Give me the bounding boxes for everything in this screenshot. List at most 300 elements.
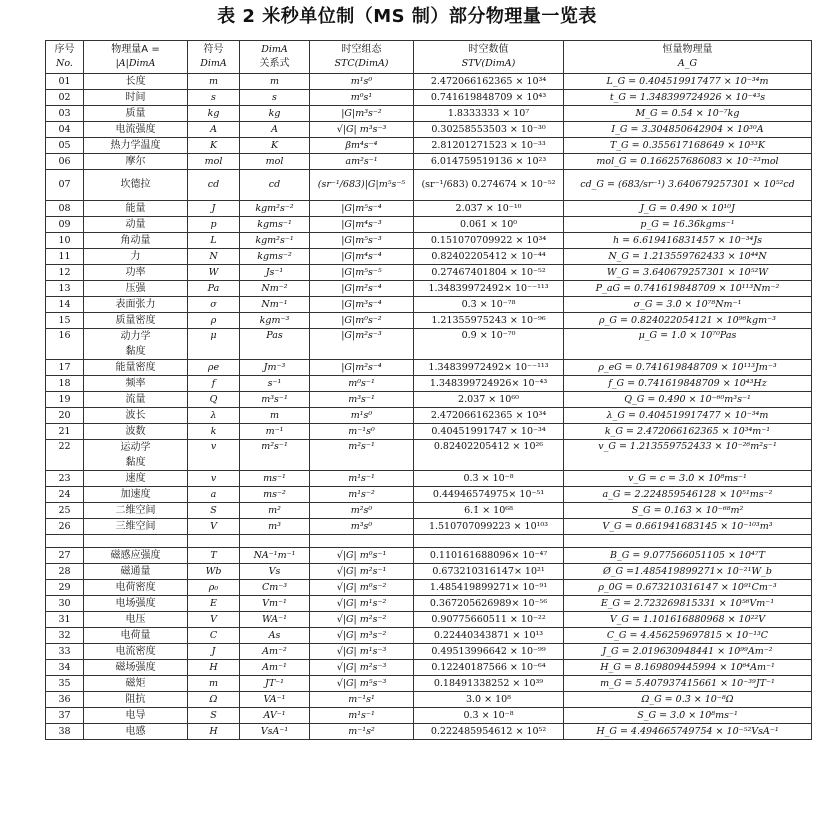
cell-dim: ms⁻¹: [240, 471, 310, 487]
cell-name: 速度: [84, 471, 188, 487]
cell-dim: K: [240, 138, 310, 154]
table-container: [45, 40, 811, 740]
table-row: [46, 297, 812, 313]
cell-stc: m¹s⁰: [310, 74, 414, 90]
cell-symbol: μ: [188, 329, 240, 360]
cell-dim: kgms⁻¹: [240, 217, 310, 233]
cell-symbol: p: [188, 217, 240, 233]
cell-constant: T_G = 0.355617168649 × 10³³K: [564, 138, 812, 154]
cell-stv: 1.34839972492× 10⁻⁻¹¹³: [414, 281, 564, 297]
cell-stv: 2.037̇ × 10⁻¹⁰: [414, 201, 564, 217]
cell-stv: 1.34839972492× 10⁻⁻¹¹³: [414, 360, 564, 376]
cell-symbol: V: [188, 519, 240, 535]
cell-constant: N_G = 1.213559762433 × 10⁴⁴N: [564, 249, 812, 265]
cell-stc: √|G| m¹s⁻²: [310, 596, 414, 612]
cell-name: 电流强度: [84, 122, 188, 138]
table-row: [46, 503, 812, 519]
cell-stc: |G|m²s⁻⁴: [310, 360, 414, 376]
cell-name: 阻抗: [84, 692, 188, 708]
table-row: [46, 471, 812, 487]
table-row: [46, 74, 812, 90]
cell-dim: s⁻¹: [240, 376, 310, 392]
cell-constant: W_G = 3.640679257301 × 10⁵²W: [564, 265, 812, 281]
cell-symbol: Wb: [188, 564, 240, 580]
cell-stc: am²s⁻¹: [310, 154, 414, 170]
cell-symbol: J: [188, 201, 240, 217]
cell-no: 16: [46, 329, 84, 360]
cell-name: 二维空间: [84, 503, 188, 519]
cell-name: 磁场强度: [84, 660, 188, 676]
table-row: [46, 217, 812, 233]
cell-constant: p_G = 16.36̇kgms⁻¹: [564, 217, 812, 233]
header-quantity: 物理量A = |A|DimA: [84, 41, 188, 74]
cell-constant: a_G = 2.224859546128 × 10⁵¹ms⁻²: [564, 487, 812, 503]
spacer-cell: [240, 535, 310, 548]
cell-dim: m²: [240, 503, 310, 519]
cell-name: 坎德拉: [84, 170, 188, 201]
cell-constant: V_G = 1.101616880968 × 10²²V: [564, 612, 812, 628]
cell-symbol: Ω: [188, 692, 240, 708]
cell-dim: cd: [240, 170, 310, 201]
cell-stv: 0.3̇ × 10⁻⁸: [414, 708, 564, 724]
cell-stc: m¹s⁻¹: [310, 471, 414, 487]
cell-no: 01: [46, 74, 84, 90]
cell-symbol: s: [188, 90, 240, 106]
cell-dim: ms⁻²: [240, 487, 310, 503]
page-title: 表 2 米秒单位制（MS 制）部分物理量一览表: [217, 6, 597, 27]
cell-symbol: E: [188, 596, 240, 612]
cell-dim: Nm⁻²: [240, 281, 310, 297]
header-stv: 时空数值 STV(DimA): [414, 41, 564, 74]
cell-constant: V_G = 0.661941683145 × 10⁻¹⁰³m³: [564, 519, 812, 535]
header-symbol: 符号 DimA: [188, 41, 240, 74]
cell-constant: f_G = 0.741619848709 × 10⁴³Hz: [564, 376, 812, 392]
cell-symbol: ρ₀: [188, 580, 240, 596]
cell-stv: 3.0̇ × 10⁸: [414, 692, 564, 708]
cell-no: 15: [46, 313, 84, 329]
cell-no: 21: [46, 424, 84, 440]
cell-dim: kgm²s⁻²: [240, 201, 310, 217]
cell-stv: 2.472066162365 × 10³⁴: [414, 408, 564, 424]
cell-symbol: Pa: [188, 281, 240, 297]
cell-constant: J_G = 2.019630948441 × 10⁹⁹Am⁻²: [564, 644, 812, 660]
table-header-row: [46, 41, 812, 74]
cell-stv: 0.673210316147× 10²¹: [414, 564, 564, 580]
header-no: 序号 No.: [46, 41, 84, 74]
cell-stc: |G|m⁴s⁻⁴: [310, 249, 414, 265]
cell-no: 14: [46, 297, 84, 313]
table-row: [46, 249, 812, 265]
cell-stv: 6.014759519136 × 10²³: [414, 154, 564, 170]
cell-stv: 0.40451991747 × 10⁻³⁴: [414, 424, 564, 440]
cell-constant: cd_G = (683/sr⁻¹) 3.640679257301 × 10⁵²cd: [564, 170, 812, 201]
cell-constant: k_G = 2.472066162365 × 10³⁴m⁻¹: [564, 424, 812, 440]
cell-name: 磁感应强度: [84, 548, 188, 564]
table-row: [46, 596, 812, 612]
cell-symbol: cd: [188, 170, 240, 201]
cell-name: 运动学 黏度: [84, 440, 188, 471]
cell-symbol: N: [188, 249, 240, 265]
cell-name: 动力学 黏度: [84, 329, 188, 360]
spacer-cell: [564, 535, 812, 548]
cell-name: 时间: [84, 90, 188, 106]
cell-stv: 0.061̇ × 10⁰: [414, 217, 564, 233]
cell-dim: m⁻¹: [240, 424, 310, 440]
cell-constant: I_G = 3.304850642904 × 10³⁰A: [564, 122, 812, 138]
cell-stv: 0.3̇ × 10⁻⁷⁸: [414, 297, 564, 313]
cell-stv: 2.81201271523 × 10⁻³³: [414, 138, 564, 154]
table-row: [46, 628, 812, 644]
cell-stc: |G|m³s⁻²: [310, 106, 414, 122]
table-row: [46, 408, 812, 424]
table-row: [46, 676, 812, 692]
table-row: [46, 519, 812, 535]
cell-name: 电荷密度: [84, 580, 188, 596]
cell-stv: 0.9̇ × 10⁻⁷⁰: [414, 329, 564, 360]
table-row: [46, 392, 812, 408]
cell-name: 动量: [84, 217, 188, 233]
cell-name: 表面张力: [84, 297, 188, 313]
cell-constant: Ω_G = 0.3̇ × 10⁻⁸Ω: [564, 692, 812, 708]
cell-no: 33: [46, 644, 84, 660]
cell-dim: kgm⁻³: [240, 313, 310, 329]
table-spacer-row: [46, 535, 812, 548]
cell-name: 加速度: [84, 487, 188, 503]
cell-constant: B_G = 9.077566051105 × 10⁴⁷T: [564, 548, 812, 564]
cell-name: 力: [84, 249, 188, 265]
cell-name: 电场强度: [84, 596, 188, 612]
cell-no: 03: [46, 106, 84, 122]
cell-name: 三维空间: [84, 519, 188, 535]
cell-symbol: kg: [188, 106, 240, 122]
cell-name: 电压: [84, 612, 188, 628]
cell-no: 28: [46, 564, 84, 580]
cell-name: 摩尔: [84, 154, 188, 170]
table-row: [46, 360, 812, 376]
cell-no: 17: [46, 360, 84, 376]
cell-stv: 2.037̇ × 10⁶⁰: [414, 392, 564, 408]
cell-stc: m⁻¹s¹: [310, 692, 414, 708]
cell-constant: μ_G = 1.0̇ × 10⁷⁰Pas: [564, 329, 812, 360]
cell-no: 22: [46, 440, 84, 471]
cell-symbol: V: [188, 612, 240, 628]
cell-name: 压强: [84, 281, 188, 297]
cell-symbol: a: [188, 487, 240, 503]
table-row: [46, 440, 812, 471]
cell-symbol: K: [188, 138, 240, 154]
cell-stv: 0.22248595461​2 × 10⁵²: [414, 724, 564, 740]
cell-no: 37: [46, 708, 84, 724]
cell-dim: Am⁻¹: [240, 660, 310, 676]
cell-dim: VsA⁻¹: [240, 724, 310, 740]
cell-dim: kg: [240, 106, 310, 122]
cell-name: 电导: [84, 708, 188, 724]
cell-stc: m⁻¹s²: [310, 724, 414, 740]
cell-stc: |G|m⁰s⁻²: [310, 313, 414, 329]
cell-stv: 0.49513996642 × 10⁻⁹⁹: [414, 644, 564, 660]
cell-dim: m: [240, 408, 310, 424]
cell-stv: 0.36720562698​9× 10⁻⁵⁶: [414, 596, 564, 612]
table-row: [46, 122, 812, 138]
cell-stc: √|G| m²s⁻¹: [310, 564, 414, 580]
cell-name: 磁通量: [84, 564, 188, 580]
table-row: [46, 313, 812, 329]
cell-dim: Vs: [240, 564, 310, 580]
cell-constant: h = 6.619416831457 × 10⁻³⁴Js: [564, 233, 812, 249]
cell-stv: 0.44946574975× 10⁻⁵¹: [414, 487, 564, 503]
cell-stv: 1.48541989927​1× 10⁻⁹¹: [414, 580, 564, 596]
cell-symbol: H: [188, 660, 240, 676]
cell-stc: |G|m⁵s⁻⁴: [310, 201, 414, 217]
table-row: [46, 548, 812, 564]
cell-symbol: v: [188, 440, 240, 471]
cell-constant: P_aG = 0.741619848709 × 10¹¹³Nm⁻²: [564, 281, 812, 297]
cell-name: 质量密度: [84, 313, 188, 329]
cell-symbol: f: [188, 376, 240, 392]
cell-symbol: m: [188, 74, 240, 90]
cell-dim: AV⁻¹: [240, 708, 310, 724]
cell-constant: M_G = 0.54̇ × 10⁻⁷kg: [564, 106, 812, 122]
cell-stc: √|G| m⁰s⁻¹: [310, 548, 414, 564]
cell-constant: v_G = 1.213559752433 × 10⁻²⁶m²s⁻¹: [564, 440, 812, 471]
cell-stc: m²s⁰: [310, 503, 414, 519]
table-row: [46, 692, 812, 708]
cell-symbol: Q: [188, 392, 240, 408]
table-row: [46, 564, 812, 580]
cell-constant: σ_G = 3.0̇ × 10⁷⁸Nm⁻¹: [564, 297, 812, 313]
table-row: [46, 708, 812, 724]
cell-stv: 0.11016​1688096× 10⁻⁴⁷: [414, 548, 564, 564]
cell-constant: v_G = c = 3.0̇ × 10⁸ms⁻¹: [564, 471, 812, 487]
cell-stc: m¹s⁻¹: [310, 708, 414, 724]
cell-constant: Q_G = 0.49̇0 × 10⁻⁶⁰m³s⁻¹: [564, 392, 812, 408]
cell-dim: kgm²s⁻¹: [240, 233, 310, 249]
cell-stc: |G|m⁴s⁻³: [310, 217, 414, 233]
cell-dim: A: [240, 122, 310, 138]
header-stc: 时空组态 STC(DimA): [310, 41, 414, 74]
cell-stv: 0.82402205412 × 10⁻⁴⁴: [414, 249, 564, 265]
cell-stv: 1.34839972492​6× 10⁻⁴³: [414, 376, 564, 392]
table-row: [46, 170, 812, 201]
spacer-cell: [188, 535, 240, 548]
cell-dim: Vm⁻¹: [240, 596, 310, 612]
cell-name: 质量: [84, 106, 188, 122]
cell-symbol: S: [188, 503, 240, 519]
cell-no: 35: [46, 676, 84, 692]
spacer-cell: [310, 535, 414, 548]
cell-symbol: v: [188, 471, 240, 487]
table-row: [46, 724, 812, 740]
cell-constant: Ø_G =1.48541989927​1× 10⁻²¹W_b: [564, 564, 812, 580]
cell-stv: 0.12240187566 × 10⁻⁶⁴: [414, 660, 564, 676]
cell-stc: m³s⁰: [310, 519, 414, 535]
cell-dim: Js⁻¹: [240, 265, 310, 281]
cell-stv: 1.8333333 × 10⁷: [414, 106, 564, 122]
cell-stc: m²s⁻¹: [310, 440, 414, 471]
spacer-cell: [46, 535, 84, 548]
table-row: [46, 106, 812, 122]
cell-stv: 0.90775660511 × 10⁻²²: [414, 612, 564, 628]
cell-symbol: mol: [188, 154, 240, 170]
cell-stc: |G|m⁵s⁻³: [310, 233, 414, 249]
table-row: [46, 580, 812, 596]
table-row: [46, 154, 812, 170]
table-row: [46, 612, 812, 628]
cell-constant: ρ_0G = 0.673210316147 × 10⁹¹Cm⁻³: [564, 580, 812, 596]
cell-symbol: L: [188, 233, 240, 249]
cell-name: 流量: [84, 392, 188, 408]
cell-stc: (sr⁻¹/683)|G|m⁵s⁻⁵: [310, 170, 414, 201]
cell-no: 09: [46, 217, 84, 233]
cell-no: 27: [46, 548, 84, 564]
table-row: [46, 233, 812, 249]
cell-no: 11: [46, 249, 84, 265]
cell-constant: ρ_eG = 0.741619848709 × 10¹¹³Jm⁻³: [564, 360, 812, 376]
spacer-cell: [84, 535, 188, 548]
cell-name: 电荷量: [84, 628, 188, 644]
cell-constant: mol_G = 0.166257686083 × 10⁻²³mol: [564, 154, 812, 170]
cell-dim: m³s⁻¹: [240, 392, 310, 408]
cell-symbol: S: [188, 708, 240, 724]
cell-symbol: A: [188, 122, 240, 138]
cell-dim: Am⁻²: [240, 644, 310, 660]
cell-name: 功率: [84, 265, 188, 281]
header-constant: 恒量物理量 A_G: [564, 41, 812, 74]
cell-no: 23: [46, 471, 84, 487]
cell-constant: E_G = 2.723269815331 × 10⁵⁶Vm⁻¹: [564, 596, 812, 612]
cell-constant: S_G = 3.0̇ × 10⁸ms⁻¹: [564, 708, 812, 724]
cell-constant: t_G = 1.348399724926 × 10⁻⁴³s: [564, 90, 812, 106]
table-row: [46, 424, 812, 440]
cell-no: 25: [46, 503, 84, 519]
cell-stv: 0.151070709922 × 10³⁴: [414, 233, 564, 249]
cell-stv: 6.1̇ × 10⁶⁸: [414, 503, 564, 519]
table-row: [46, 487, 812, 503]
cell-no: 20: [46, 408, 84, 424]
cell-no: 12: [46, 265, 84, 281]
cell-dim: WA⁻¹: [240, 612, 310, 628]
cell-stv: (sr⁻¹/683) 0.274674 × 10⁻⁵²: [414, 170, 564, 201]
spacer-cell: [414, 535, 564, 548]
table-body: [46, 74, 812, 740]
cell-constant: H_G = 4.494665749754 × 10⁻⁵²VsA⁻¹: [564, 724, 812, 740]
cell-stv: 2.472066162365 × 10³⁴: [414, 74, 564, 90]
cell-dim: JT⁻¹: [240, 676, 310, 692]
cell-no: 13: [46, 281, 84, 297]
cell-stc: |G|m⁵s⁻⁵: [310, 265, 414, 281]
cell-no: 06: [46, 154, 84, 170]
cell-name: 电流密度: [84, 644, 188, 660]
cell-constant: λ_G = 0.404519917477 × 10⁻³⁴m: [564, 408, 812, 424]
cell-symbol: λ: [188, 408, 240, 424]
cell-no: 26: [46, 519, 84, 535]
physical-quantities-table: [45, 40, 812, 740]
cell-symbol: k: [188, 424, 240, 440]
cell-no: 10: [46, 233, 84, 249]
table-row: [46, 644, 812, 660]
cell-symbol: W: [188, 265, 240, 281]
cell-no: 04: [46, 122, 84, 138]
cell-stc: √|G| m³s⁻³: [310, 122, 414, 138]
cell-dim: As: [240, 628, 310, 644]
cell-stc: |G|m²s⁻⁴: [310, 281, 414, 297]
table-row: [46, 376, 812, 392]
cell-stc: |G|m³s⁻⁴: [310, 297, 414, 313]
cell-constant: C_G = 4.456259697815 × 10⁻¹³C: [564, 628, 812, 644]
cell-no: 24: [46, 487, 84, 503]
cell-dim: m³: [240, 519, 310, 535]
cell-symbol: J: [188, 644, 240, 660]
cell-stv: 0.3̇ × 10⁻⁸: [414, 471, 564, 487]
cell-dim: mol: [240, 154, 310, 170]
cell-no: 05: [46, 138, 84, 154]
cell-constant: S_G = 0.163̇ × 10⁻⁶⁸m²: [564, 503, 812, 519]
cell-name: 角动量: [84, 233, 188, 249]
cell-stv: 1.510707099223 × 10¹⁰³: [414, 519, 564, 535]
cell-constant: L_G = 0.404519917477 × 10⁻³⁴m: [564, 74, 812, 90]
cell-constant: m_G = 5.407937415661 × 10⁻³⁹JT⁻¹: [564, 676, 812, 692]
cell-stv: 0.741619848709 × 10⁴³: [414, 90, 564, 106]
cell-stv: 0.30258553503 × 10⁻³⁰: [414, 122, 564, 138]
cell-dim: m²s⁻¹: [240, 440, 310, 471]
cell-name: 波长: [84, 408, 188, 424]
cell-constant: H_G = 8.169809445994 × 10⁶⁴Am⁻¹: [564, 660, 812, 676]
cell-no: 07: [46, 170, 84, 201]
cell-dim: VA⁻¹: [240, 692, 310, 708]
cell-dim: s: [240, 90, 310, 106]
cell-stv: 0.18491338252 × 10³⁹: [414, 676, 564, 692]
cell-stc: m⁰s⁻¹: [310, 376, 414, 392]
cell-name: 磁矩: [84, 676, 188, 692]
cell-no: 08: [46, 201, 84, 217]
cell-name: 能量: [84, 201, 188, 217]
cell-constant: ρ_G = 0.824022054121 × 10⁹⁶kgm⁻³: [564, 313, 812, 329]
cell-name: 能量密度: [84, 360, 188, 376]
cell-dim: Cm⁻³: [240, 580, 310, 596]
cell-stv: 0.27467401804 × 10⁻⁵²: [414, 265, 564, 281]
header-dim-relation: DimA 关系式: [240, 41, 310, 74]
cell-no: 29: [46, 580, 84, 596]
cell-symbol: m: [188, 676, 240, 692]
table-row: [46, 265, 812, 281]
cell-no: 34: [46, 660, 84, 676]
cell-stc: √|G| m²s⁻³: [310, 660, 414, 676]
cell-no: 36: [46, 692, 84, 708]
cell-dim: m: [240, 74, 310, 90]
cell-stc: βm⁴s⁻⁴: [310, 138, 414, 154]
cell-stv: 0.82402205412 × 10²⁶: [414, 440, 564, 471]
cell-name: 电感: [84, 724, 188, 740]
cell-dim: Nm⁻¹: [240, 297, 310, 313]
cell-no: 02: [46, 90, 84, 106]
cell-stc: m¹s⁻²: [310, 487, 414, 503]
cell-no: 31: [46, 612, 84, 628]
cell-symbol: C: [188, 628, 240, 644]
cell-name: 频率: [84, 376, 188, 392]
cell-stc: m³s⁻¹: [310, 392, 414, 408]
cell-dim: Pas: [240, 329, 310, 360]
cell-stv: 0.22440343871 × 10¹³: [414, 628, 564, 644]
cell-stc: m⁻¹s⁰: [310, 424, 414, 440]
table-row: [46, 138, 812, 154]
cell-no: 19: [46, 392, 84, 408]
table-row: [46, 201, 812, 217]
cell-stc: √|G| m⁵s⁻³: [310, 676, 414, 692]
cell-no: 30: [46, 596, 84, 612]
cell-dim: kgms⁻²: [240, 249, 310, 265]
cell-dim: NA⁻¹m⁻¹: [240, 548, 310, 564]
cell-name: 热力学温度: [84, 138, 188, 154]
